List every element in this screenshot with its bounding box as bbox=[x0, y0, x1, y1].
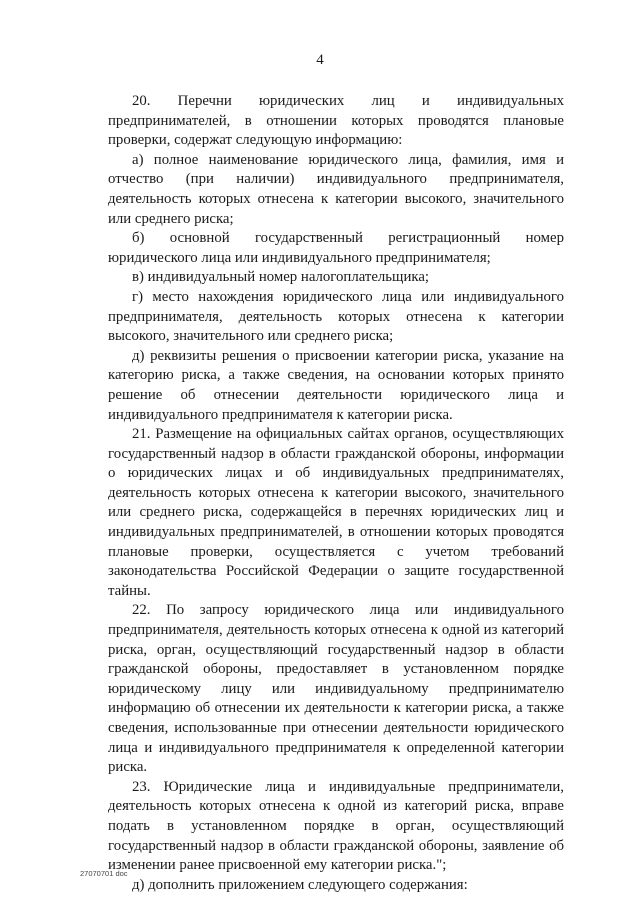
paragraph-20-item-b: б) основной государственный регистрационный номер юридического лица или индивидуального предпринимателя; bbox=[108, 230, 564, 266]
paragraph-20-item-v: в) индивидуальный номер налогоплательщика; bbox=[132, 269, 430, 286]
document-body bbox=[108, 92, 564, 895]
paragraph-20-item-g: г) место нахождения юридического лица или индивидуального предпринимателя, деятельность которых отнесена к категории высокого, значительного или среднего риска; bbox=[108, 288, 564, 345]
paragraph-20-item-d: д) реквизиты решения о присвоении категории риска, указание на категорию риска, а также сведения, на основании которых принято решение об отнесении деятельности юридического лица и индивидуального предпринимателя к категории риска. bbox=[108, 347, 564, 423]
paragraph-22: 22. По запросу юридического лица или индивидуального предпринимателя, деятельность которых отнесена к одной из категорий риска, орган, осуществляющий государственный надзор в области гражданской обороны, предоставляет в установленном порядке юридическому лицу или индивидуальному предпринимателю информацию об отнесении их деятельности к категории риска, а также сведения, использованные при отнесении деятельности юридического лица и индивидуального предпринимателя к определенной категории риска. bbox=[108, 602, 564, 776]
paragraph-20: 20. Перечни юридических лиц и индивидуальных предпринимателей, в отношении которых проводятся плановые проверки, содержат следующую информацию: bbox=[108, 93, 564, 149]
page-number: 4 bbox=[316, 52, 324, 68]
paragraph-23: 23. Юридические лица и индивидуальные предприниматели, деятельность которых отнесена к одной из категорий риска, вправе подать в установленном порядке в орган, осуществляющий государственный надзор в области гражданской обороны, заявление об изменении ранее присвоенной ему категории риска."; bbox=[108, 778, 564, 874]
paragraph-21: 21. Размещение на официальных сайтах органов, осуществляющих государственный надзор в области гражданской обороны, информации о юридических лицах и об индивидуальных предпринимателях, деятельность которых отнесена к категории высокого, значительного или среднего риска, содержащейся в перечнях юридических лиц и индивидуальных предпринимателей, в отношении которых проводятся плановые проверки, осуществляется с учетом требований законодательства Российской Федерации о защите государственной тайны. bbox=[108, 426, 564, 599]
amendment-item-d: д) дополнить приложением следующего содержания: bbox=[132, 876, 468, 893]
paragraph-20-item-a: а) полное наименование юридического лица, фамилия, имя и отчество (при наличии) индивидуального предпринимателя, деятельность которых отнесена к категории высокого, значительного или среднего риска; bbox=[108, 151, 564, 227]
footer-doc-code: 27070701 doc bbox=[80, 869, 128, 878]
